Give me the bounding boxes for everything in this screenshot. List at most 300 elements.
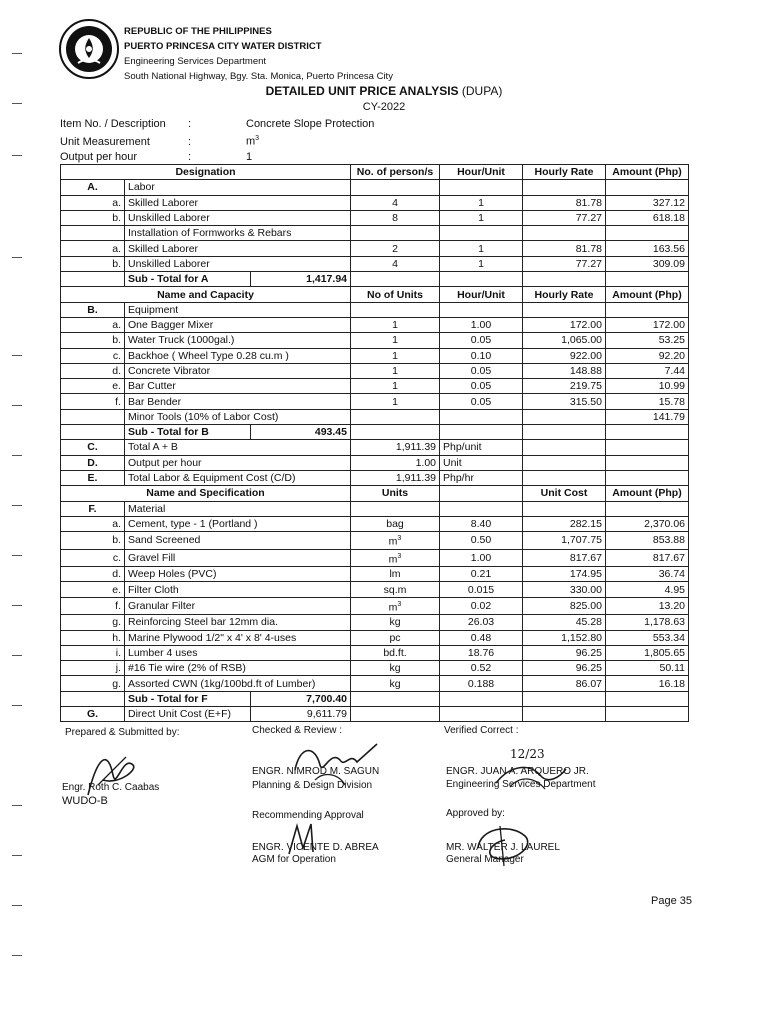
margin-mark	[12, 355, 22, 356]
subtotal-label: Sub - Total for F	[125, 691, 251, 706]
signature-recommending	[283, 818, 323, 858]
item-quantity: 1	[351, 317, 440, 332]
checked-office: Planning & Design Division	[252, 780, 373, 791]
meta-unit-label: Unit Measurement	[60, 135, 150, 148]
margin-mark	[12, 655, 22, 656]
direct-cost-value: 9,611.79	[251, 707, 351, 722]
item-unit: lm	[351, 567, 440, 582]
summary-label: Output per hour	[125, 455, 351, 470]
table-row	[61, 210, 689, 225]
item-quantity: 0.21	[440, 567, 523, 582]
item-quantity: 0.52	[440, 661, 523, 676]
item-letter: b.	[61, 532, 125, 550]
item-amount: 7.44	[606, 363, 689, 378]
table-cell	[523, 425, 606, 440]
header-cell: Amount (Php)	[606, 486, 689, 501]
document-year: CY-2022	[362, 101, 406, 113]
item-description: Granular Filter	[125, 597, 351, 615]
item-amount: 4.95	[606, 582, 689, 597]
prepared-office: WUDO-B	[62, 795, 108, 807]
section-letter: B.	[61, 302, 125, 317]
subsection-row	[61, 226, 689, 241]
subtotal-row	[61, 272, 689, 287]
item-description: One Bagger Mixer	[125, 317, 351, 332]
table-row	[61, 597, 689, 615]
item-description: Gravel Fill	[125, 549, 351, 567]
table-row	[61, 549, 689, 567]
item-hours: 0.05	[440, 333, 523, 348]
item-unit-cost: 1,707.75	[523, 532, 606, 550]
water-district-logo	[58, 18, 120, 80]
item-letter: b.	[61, 210, 125, 225]
table-cell	[606, 425, 689, 440]
item-amount: 327.12	[606, 195, 689, 210]
table-cell	[61, 691, 125, 706]
subtotal-value: 7,700.40	[251, 691, 351, 706]
table-row	[61, 241, 689, 256]
item-quantity: 26.03	[440, 615, 523, 630]
margin-mark	[12, 257, 22, 258]
table-cell	[440, 180, 523, 195]
item-amount: 618.18	[606, 210, 689, 225]
item-quantity: 1	[351, 363, 440, 378]
table-cell	[351, 409, 440, 424]
direct-cost-label: Direct Unit Cost (E+F)	[125, 707, 251, 722]
item-quantity: 0.50	[440, 532, 523, 550]
item-amount: 1,805.65	[606, 645, 689, 660]
summary-letter: E.	[61, 470, 125, 485]
table-row	[61, 317, 689, 332]
subtotal-label: Sub - Total for A	[125, 272, 251, 287]
item-unit-cost: 282.15	[523, 516, 606, 531]
summary-unit: Php/hr	[440, 470, 523, 485]
table-row	[61, 615, 689, 630]
margin-mark	[12, 405, 22, 406]
header-republic: REPUBLIC OF THE PHILIPPINES	[124, 26, 272, 37]
direct-cost-letter: G.	[61, 707, 125, 722]
table-cell	[523, 707, 606, 722]
item-letter: g.	[61, 676, 125, 691]
item-rate: 315.50	[523, 394, 606, 409]
item-hours: 0.05	[440, 379, 523, 394]
verified-office: Engineering Services Department	[446, 779, 596, 790]
item-quantity: 0.48	[440, 630, 523, 645]
signature-prepared	[78, 745, 148, 805]
subtotal-label: Sub - Total for B	[125, 425, 251, 440]
item-description: Marine Plywood 1/2" x 4' x 8' 4-uses	[125, 630, 351, 645]
table-cell	[440, 409, 523, 424]
item-quantity: 4	[351, 195, 440, 210]
subsection-label: Installation of Formworks & Rebars	[125, 226, 351, 241]
item-letter: h.	[61, 630, 125, 645]
recommending-title: Recommending Approval	[252, 810, 364, 821]
summary-value: 1.00	[351, 455, 440, 470]
margin-mark	[12, 805, 22, 806]
table-cell	[606, 455, 689, 470]
item-unit-cost: 330.00	[523, 582, 606, 597]
prepared-name: Engr. Roth C. Caabas	[62, 782, 160, 793]
subtotal-value: 493.45	[251, 425, 351, 440]
item-rate: 148.88	[523, 363, 606, 378]
item-unit: $m^3$	[351, 549, 440, 567]
table-cell	[523, 440, 606, 455]
section-row	[61, 180, 689, 195]
item-letter: e.	[61, 379, 125, 394]
item-letter: e.	[61, 582, 125, 597]
header-cell: Hourly Rate	[523, 287, 606, 302]
document-title	[0, 84, 768, 98]
item-rate: 77.27	[523, 210, 606, 225]
table-header-row	[61, 486, 689, 501]
item-quantity: 8	[351, 210, 440, 225]
item-description: Bar Bender	[125, 394, 351, 409]
margin-mark	[12, 555, 22, 556]
item-amount: 92.20	[606, 348, 689, 363]
margin-mark	[12, 155, 22, 156]
item-amount: 163.56	[606, 241, 689, 256]
margin-mark	[12, 505, 22, 506]
table-row	[61, 532, 689, 550]
meta-unit-sup: 3	[255, 135, 260, 142]
verified-name: ENGR. JUAN A. ARQUERO JR.	[446, 766, 589, 777]
item-letter: b.	[61, 333, 125, 348]
item-rate: 77.27	[523, 256, 606, 271]
meta-item	[60, 118, 374, 130]
recommending-office: AGM for Operation	[252, 854, 336, 865]
item-unit: pc	[351, 630, 440, 645]
summary-value: 1,911.39	[351, 470, 440, 485]
approved-name: MR. WALTER J. LAUREL	[446, 842, 560, 853]
item-rate: 219.75	[523, 379, 606, 394]
approved-office: General Manager	[446, 854, 524, 865]
item-amount: 2,370.06	[606, 516, 689, 531]
item-description: Skilled Laborer	[125, 195, 351, 210]
prepared-title: Prepared & Submitted by:	[65, 727, 180, 738]
table-row	[61, 379, 689, 394]
item-unit-cost: 1,152.80	[523, 630, 606, 645]
item-unit: sq.m	[351, 582, 440, 597]
item-unit-cost: 174.95	[523, 567, 606, 582]
table-cell	[61, 409, 125, 424]
item-letter: g.	[61, 615, 125, 630]
table-cell	[351, 691, 440, 706]
section-row	[61, 302, 689, 317]
table-cell	[351, 501, 440, 516]
item-unit-cost: 45.28	[523, 615, 606, 630]
table-row	[61, 630, 689, 645]
table-cell	[606, 501, 689, 516]
item-rate: 81.78	[523, 241, 606, 256]
item-quantity: 1	[351, 394, 440, 409]
item-unit-cost: 817.67	[523, 549, 606, 567]
subtotal-value: 1,417.94	[251, 272, 351, 287]
item-unit-cost: 825.00	[523, 597, 606, 615]
section-letter: A.	[61, 180, 125, 195]
item-letter: c.	[61, 348, 125, 363]
item-rate: 172.00	[523, 317, 606, 332]
checked-title: Checked & Review :	[252, 725, 343, 736]
item-amount: 172.00	[606, 317, 689, 332]
verified-title: Verified Correct :	[444, 725, 519, 736]
table-row	[61, 516, 689, 531]
header-cell: Designation	[61, 165, 351, 180]
item-hours: 1	[440, 195, 523, 210]
item-description: Filter Cloth	[125, 582, 351, 597]
title-main: DETAILED UNIT PRICE ANALYSIS	[265, 84, 459, 98]
item-hours: 0.10	[440, 348, 523, 363]
summary-label: Total Labor & Equipment Cost (C/D)	[125, 470, 351, 485]
summary-unit: Unit	[440, 455, 523, 470]
table-row	[61, 195, 689, 210]
item-letter: a.	[61, 195, 125, 210]
item-letter: d.	[61, 567, 125, 582]
item-description: Reinforcing Steel bar 12mm dia.	[125, 615, 351, 630]
table-cell	[523, 455, 606, 470]
header-cell: Name and Specification	[61, 486, 351, 501]
dupa-table-body	[61, 165, 689, 722]
item-unit: bd.ft.	[351, 645, 440, 660]
approved-title: Approved by:	[446, 808, 505, 819]
table-cell	[606, 691, 689, 706]
table-cell	[523, 302, 606, 317]
item-amount: 16.18	[606, 676, 689, 691]
table-cell	[440, 272, 523, 287]
table-cell	[351, 272, 440, 287]
header-cell: Hour/Unit	[440, 165, 523, 180]
minor-tools-amount: 141.79	[606, 409, 689, 424]
margin-mark	[12, 855, 22, 856]
item-letter: f.	[61, 597, 125, 615]
item-quantity: 0.188	[440, 676, 523, 691]
page-number: Page 35	[651, 895, 692, 907]
item-quantity: 0.015	[440, 582, 523, 597]
item-amount: 15.78	[606, 394, 689, 409]
item-quantity: 0.02	[440, 597, 523, 615]
item-letter: f.	[61, 394, 125, 409]
item-unit-cost: 96.25	[523, 661, 606, 676]
header-cell: Unit Cost	[523, 486, 606, 501]
table-cell	[606, 440, 689, 455]
header-address: South National Highway, Bgy. Sta. Monica, Puerto Princesa City	[124, 71, 393, 82]
table-cell	[351, 180, 440, 195]
item-amount: 817.67	[606, 549, 689, 567]
table-row	[61, 582, 689, 597]
summary-row	[61, 440, 689, 455]
section-label: Labor	[125, 180, 351, 195]
table-row	[61, 333, 689, 348]
item-description: Cement, type - 1 (Portland )	[125, 516, 351, 531]
item-letter: i.	[61, 645, 125, 660]
table-cell	[523, 691, 606, 706]
item-rate: 1,065.00	[523, 333, 606, 348]
table-cell	[440, 425, 523, 440]
item-quantity: 1.00	[440, 549, 523, 567]
header-cell: Amount (Php)	[606, 165, 689, 180]
table-cell	[606, 180, 689, 195]
table-row	[61, 567, 689, 582]
unit-superscript: 3	[397, 535, 402, 543]
meta-output	[60, 151, 252, 163]
item-quantity: 18.76	[440, 645, 523, 660]
meta-unit	[60, 135, 259, 148]
item-amount: 853.88	[606, 532, 689, 550]
table-cell	[440, 691, 523, 706]
item-amount: 53.25	[606, 333, 689, 348]
table-cell	[440, 302, 523, 317]
item-description: Concrete Vibrator	[125, 363, 351, 378]
table-cell	[351, 226, 440, 241]
item-description: Unskilled Laborer	[125, 256, 351, 271]
item-quantity: 1	[351, 333, 440, 348]
header-district: PUERTO PRINCESA CITY WATER DISTRICT	[124, 41, 322, 52]
item-quantity: 8.40	[440, 516, 523, 531]
unit-superscript: 3	[397, 552, 402, 560]
item-description: Skilled Laborer	[125, 241, 351, 256]
item-amount: 50.11	[606, 661, 689, 676]
item-letter: c.	[61, 549, 125, 567]
item-letter: j.	[61, 661, 125, 676]
item-letter: a.	[61, 516, 125, 531]
margin-mark	[12, 605, 22, 606]
table-header-row	[61, 165, 689, 180]
table-cell	[440, 226, 523, 241]
item-quantity: 1	[351, 348, 440, 363]
item-letter: a.	[61, 317, 125, 332]
table-cell	[606, 470, 689, 485]
item-amount: 36.74	[606, 567, 689, 582]
item-unit: $m^3$	[351, 597, 440, 615]
item-hours: 1	[440, 256, 523, 271]
table-cell	[61, 425, 125, 440]
item-description: Lumber 4 uses	[125, 645, 351, 660]
summary-row	[61, 470, 689, 485]
title-abbrev: (DUPA)	[458, 84, 503, 98]
table-row	[61, 676, 689, 691]
section-label: Equipment	[125, 302, 351, 317]
signature-approved	[470, 818, 550, 868]
header-cell: No of Units	[351, 287, 440, 302]
table-row	[61, 363, 689, 378]
meta-item-sep: :	[188, 118, 192, 130]
item-quantity: 1	[351, 379, 440, 394]
table-cell	[61, 226, 125, 241]
minor-tools-label: Minor Tools (10% of Labor Cost)	[125, 409, 351, 424]
section-row	[61, 501, 689, 516]
summary-unit: Php/unit	[440, 440, 523, 455]
table-cell	[61, 272, 125, 287]
item-letter: a.	[61, 241, 125, 256]
margin-mark	[12, 53, 22, 54]
table-row	[61, 645, 689, 660]
item-hours: 0.05	[440, 394, 523, 409]
table-row	[61, 661, 689, 676]
item-unit-cost: 86.07	[523, 676, 606, 691]
table-row	[61, 394, 689, 409]
item-description: #16 Tie wire (2% of RSB)	[125, 661, 351, 676]
header-cell	[440, 486, 523, 501]
table-header-row	[61, 287, 689, 302]
item-rate: 81.78	[523, 195, 606, 210]
verified-date: 12/23	[510, 747, 545, 761]
item-amount: 1,178.63	[606, 615, 689, 630]
item-description: Backhoe ( Wheel Type 0.28 cu.m )	[125, 348, 351, 363]
item-description: Water Truck (1000gal.)	[125, 333, 351, 348]
checked-name: ENGR. NIMROD M. SAGUN	[252, 766, 380, 777]
section-letter: F.	[61, 501, 125, 516]
item-letter: b.	[61, 256, 125, 271]
table-cell	[606, 302, 689, 317]
item-description: Weep Holes (PVC)	[125, 567, 351, 582]
margin-mark	[12, 955, 22, 956]
table-cell	[523, 226, 606, 241]
summary-value: 1,911.39	[351, 440, 440, 455]
meta-output-value: 1	[246, 151, 253, 163]
table-cell	[523, 180, 606, 195]
header-cell: Units	[351, 486, 440, 501]
item-hours: 1.00	[440, 317, 523, 332]
item-unit: bag	[351, 516, 440, 531]
item-hours: 1	[440, 210, 523, 225]
header-cell: Hourly Rate	[523, 165, 606, 180]
summary-letter: C.	[61, 440, 125, 455]
header-cell: Hour/Unit	[440, 287, 523, 302]
signature-verified	[490, 755, 570, 795]
item-description: Bar Cutter	[125, 379, 351, 394]
table-cell	[523, 501, 606, 516]
signature-checked	[285, 740, 385, 790]
table-cell	[606, 226, 689, 241]
table-cell	[440, 501, 523, 516]
header-cell: No. of person/s	[351, 165, 440, 180]
meta-unit-sep: :	[188, 135, 192, 148]
table-cell	[440, 707, 523, 722]
summary-letter: D.	[61, 455, 125, 470]
item-amount: 553.34	[606, 630, 689, 645]
summary-row	[61, 455, 689, 470]
item-unit: kg	[351, 676, 440, 691]
unit-superscript: 3	[397, 600, 402, 608]
summary-label: Total A + B	[125, 440, 351, 455]
item-amount: 309.09	[606, 256, 689, 271]
table-row	[61, 256, 689, 271]
item-description: Sand Screened	[125, 532, 351, 550]
header-cell: Amount (Php)	[606, 287, 689, 302]
table-cell	[351, 425, 440, 440]
subtotal-row	[61, 425, 689, 440]
item-hours: 1	[440, 241, 523, 256]
item-amount: 10.99	[606, 379, 689, 394]
table-cell	[606, 272, 689, 287]
margin-mark	[12, 455, 22, 456]
subtotal-row	[61, 691, 689, 706]
item-quantity: 4	[351, 256, 440, 271]
section-label: Material	[125, 501, 351, 516]
item-rate: 922.00	[523, 348, 606, 363]
item-unit-cost: 96.25	[523, 645, 606, 660]
table-row	[61, 348, 689, 363]
table-cell	[351, 302, 440, 317]
meta-item-value: Concrete Slope Protection	[246, 118, 375, 130]
table-row	[61, 409, 689, 424]
table-cell	[523, 470, 606, 485]
item-quantity: 2	[351, 241, 440, 256]
header-department: Engineering Services Department	[124, 56, 267, 67]
item-unit: $m^3$	[351, 532, 440, 550]
item-amount: 13.20	[606, 597, 689, 615]
meta-unit-value: m	[246, 135, 256, 148]
item-letter: d.	[61, 363, 125, 378]
item-hours: 0.05	[440, 363, 523, 378]
